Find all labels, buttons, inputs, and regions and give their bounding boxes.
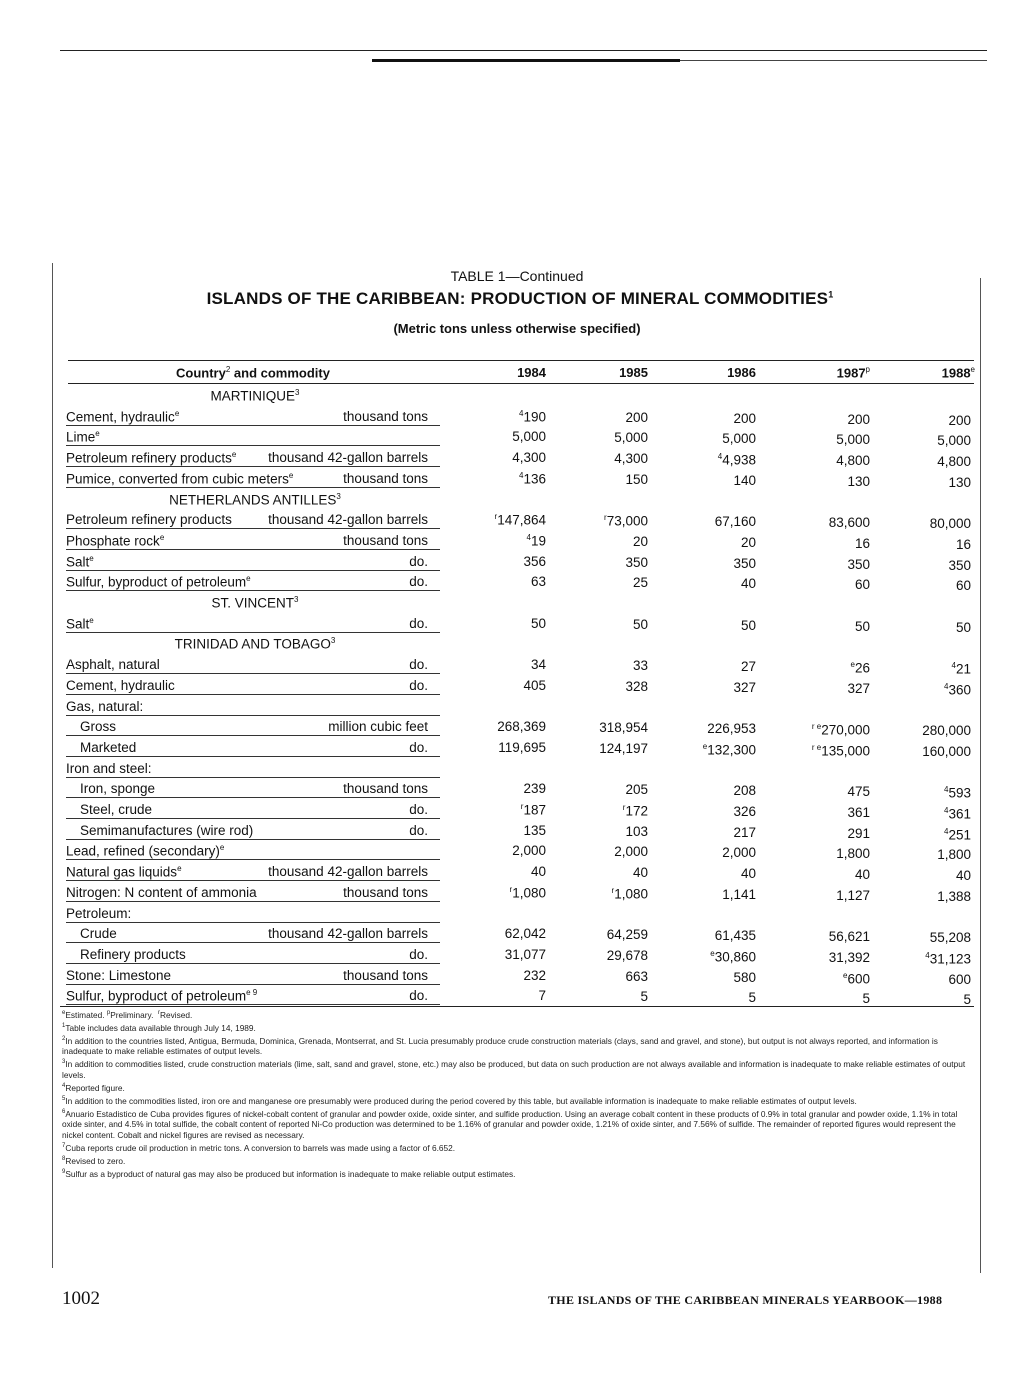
value-cell-1985: 2,000 (614, 844, 648, 860)
value-cell-1986: 140 (733, 472, 756, 488)
value-cell-1985: 103 (625, 823, 648, 839)
unit-label: do. (409, 574, 428, 590)
row-underline (66, 901, 440, 902)
value-cell-1985: 200 (625, 409, 648, 425)
value-cell-1987: $^e$600 (843, 970, 870, 987)
value-cell-1985: 50 (632, 616, 648, 632)
row-underline (66, 942, 440, 943)
value-cell-1988: 40 (955, 868, 971, 884)
value-cell-1986: 5 (748, 990, 756, 1006)
value-cell-1986: 61,435 (714, 928, 756, 944)
value-cell-1985: 5 (640, 989, 648, 1005)
value-cell-1986: 40 (740, 866, 756, 882)
value-cell-1988: 5 (963, 992, 971, 1008)
value-cell-1985: 5,000 (614, 430, 648, 446)
value-cell-1984: 405 (523, 677, 546, 693)
value-cell-1986: 208 (733, 783, 756, 799)
value-cell-1987: 40 (854, 867, 870, 883)
value-cell-1987: 56,621 (828, 929, 870, 945)
footnote-1: $^1$Table includes data available through July 14, 1989. (62, 1022, 256, 1033)
value-cell-1988: 50 (955, 619, 971, 635)
value-cell-1987: 1,127 (836, 887, 870, 903)
value-cell-1986: $^e$132,300 (702, 741, 756, 758)
commodity-label: Steel, crude (80, 802, 153, 817)
value-cell-1988: 160,000 (922, 743, 971, 759)
row-underline (66, 818, 440, 819)
footnote-9: $^9$Sulfur as a byproduct of natural gas may also be produced but information is inadequate to make reliable output estimates. (62, 1168, 516, 1179)
row-underline (66, 425, 440, 426)
unit-label: do. (409, 822, 428, 838)
value-cell-1984: 5,000 (512, 429, 546, 445)
value-cell-1985: 4,300 (614, 451, 648, 467)
column-header-commodity: Country$^2$ and commodity (176, 365, 330, 381)
commodity-label: Phosphate rock$^e$ (66, 532, 165, 549)
footnotes (62, 1008, 970, 1180)
value-cell-1986: 40 (740, 576, 756, 592)
value-cell-1988: 1,800 (937, 847, 971, 863)
value-cell-1985: $^r$1,080 (611, 885, 648, 902)
row-underline (66, 859, 440, 860)
unit-label: thousand tons (343, 967, 428, 983)
value-cell-1984: 239 (523, 781, 546, 797)
row-underline (66, 487, 440, 488)
value-cell-1984: $^4$190 (519, 408, 546, 425)
value-cell-1987: 200 (847, 411, 870, 427)
unit-label: thousand 42-gallon barrels (268, 926, 428, 942)
commodity-label: Refinery products (80, 946, 186, 962)
value-cell-1987: $^{r e}$270,000 (811, 722, 870, 738)
value-cell-1985: 150 (625, 471, 648, 487)
commodity-label: Petroleum refinery products$^e$ (66, 450, 237, 466)
unit-label: do. (409, 802, 428, 817)
value-cell-1988: $^4$31,123 (925, 950, 971, 967)
value-cell-1984: 7 (538, 988, 546, 1004)
value-cell-1985: 328 (625, 678, 648, 694)
value-cell-1985: 40 (632, 865, 648, 881)
unit-label: do. (409, 657, 428, 673)
row-underline (66, 735, 440, 736)
value-cell-1987: 60 (854, 577, 870, 593)
value-cell-1985: 25 (632, 575, 648, 591)
footnote-5: $^5$In addition to the commodities listed, iron ore and manganese ore presumably were produced during the period covered by this table, but available information is inadequate to make reliable estimates of output levels. (62, 1095, 857, 1106)
commodity-label: Marketed (80, 739, 137, 755)
value-cell-1987: 31,392 (828, 949, 870, 965)
row-underline (66, 839, 440, 840)
column-header-1986: 1986 (727, 365, 756, 380)
value-cell-1988: $^4$251 (944, 826, 971, 843)
row-underline (66, 797, 440, 798)
commodity-label: Pumice, converted from cubic meters$^e$ (66, 470, 294, 487)
value-cell-1985: 64,259 (606, 927, 648, 943)
value-cell-1986: 1,141 (722, 886, 756, 902)
value-cell-1988: 60 (955, 578, 971, 594)
commodity-label: Semimanufactures (wire rod) (80, 822, 254, 838)
row-underline (66, 880, 440, 881)
row-underline (66, 632, 440, 633)
column-header-1984: 1984 (517, 365, 546, 380)
row-underline (66, 922, 440, 923)
unit-label: thousand tons (343, 781, 428, 797)
value-cell-1985: 205 (625, 782, 648, 798)
value-cell-1987: 5,000 (836, 432, 870, 448)
value-cell-1984: 268,369 (497, 719, 546, 735)
value-cell-1984: 232 (523, 967, 546, 983)
footnote-3: $^3$In addition to commodities listed, crude construction materials (lime, salt, sand and gravel, stone, etc.) may also be produced, but data on such production are not always available and information is inadequate to make reliable estimates of output levels. (62, 1059, 966, 1081)
value-cell-1984: 62,042 (504, 926, 546, 942)
value-cell-1985: 350 (625, 554, 648, 570)
value-cell-1986: 217 (733, 824, 756, 840)
commodity-label: Sulfur, byproduct of petroleum$^{e 9}$ (66, 988, 258, 1004)
value-cell-1988: 80,000 (929, 516, 971, 532)
section-heading: NETHERLANDS ANTILLES$^3$ (169, 491, 341, 507)
column-header-1985: 1985 (619, 365, 648, 380)
value-cell-1986: 5,000 (722, 431, 756, 447)
unit-label: do. (409, 615, 428, 631)
value-cell-1984: 356 (523, 553, 546, 569)
column-header-1988: 1988e (941, 365, 975, 381)
value-cell-1987: 327 (847, 680, 870, 696)
commodity-label: Iron, sponge (80, 781, 156, 797)
value-cell-1988: $^4$21 (951, 661, 971, 677)
commodity-label: Petroleum: (66, 905, 132, 921)
value-cell-1988: 5,000 (937, 433, 971, 449)
unit-label: thousand tons (343, 884, 428, 900)
value-cell-1987: 361 (847, 805, 870, 820)
commodity-label: Nitrogen: N content of ammonia (66, 884, 257, 900)
value-cell-1988: 1,388 (937, 888, 971, 904)
commodity-label: Cement, hydraulic (66, 677, 175, 693)
value-cell-1984: $^r$1,080 (509, 884, 546, 901)
row-underline (66, 445, 440, 446)
commodity-label: Petroleum refinery products (66, 512, 232, 528)
value-cell-1986: 327 (733, 679, 756, 695)
value-cell-1984: 50 (530, 615, 546, 631)
value-cell-1984: $^r$147,864 (494, 512, 546, 528)
value-cell-1987: 83,600 (828, 515, 870, 531)
value-cell-1985: 29,678 (606, 947, 648, 963)
unit-label: million cubic feet (328, 719, 428, 735)
table-title: ISLANDS OF THE CARIBBEAN: PRODUCTION OF MINERAL COMMODITIES$^1$ (206, 289, 834, 308)
value-cell-1984: 119,695 (498, 739, 546, 755)
commodity-label: Lime$^e$ (66, 429, 100, 445)
unit-label: thousand tons (343, 470, 428, 486)
legend-line: $^e$Estimated. $^p$Preliminary. $^r$Revised. (62, 1009, 193, 1020)
footnote-4: $^4$Reported figure. (62, 1082, 125, 1093)
table-label: TABLE 1—Continued (450, 268, 584, 284)
row-underline (66, 756, 440, 757)
commodity-label: Sulfur, byproduct of petroleum$^e$ (66, 574, 251, 590)
unit-label: do. (409, 677, 428, 693)
value-cell-1986: 20 (740, 534, 756, 550)
value-cell-1986: 326 (733, 804, 756, 819)
value-cell-1987: 4,800 (836, 453, 870, 469)
commodity-label: Gross (80, 719, 117, 735)
value-cell-1984: 4,300 (512, 450, 546, 466)
unit-label: thousand tons (343, 532, 428, 548)
value-cell-1986: $^4$4,938 (717, 452, 756, 468)
value-cell-1986: 2,000 (722, 845, 756, 861)
row-underline (66, 963, 440, 964)
value-cell-1984: 31,077 (504, 946, 546, 962)
value-cell-1984: $^4$136 (519, 470, 546, 487)
row-underline (66, 715, 440, 716)
table-subtitle: (Metric tons unless otherwise specified) (393, 321, 641, 336)
commodity-label: Gas, natural: (66, 698, 144, 714)
value-cell-1985: $^r$73,000 (604, 513, 648, 529)
value-cell-1986: 67,160 (714, 514, 756, 530)
unit-label: do. (409, 739, 428, 755)
unit-label: thousand tons (343, 408, 428, 424)
value-cell-1987: 16 (854, 535, 870, 551)
footnote-2: $^2$In addition to the countries listed, Antigua, Bermuda, Dominica, Grenada, Montserrat, and St. Lucia presumably produce crude construction materials (clays, sand and gravel, and stone), but output is not always reported, and information is inadequate to make reliable estimates of output levels. (62, 1035, 938, 1057)
value-cell-1988: 200 (948, 412, 971, 428)
section-heading: TRINIDAD AND TOBAGO$^3$ (174, 636, 336, 652)
value-cell-1984: $^4$19 (526, 532, 546, 549)
page-number: 1002 (62, 1288, 100, 1309)
table-bottom-rule (60, 1006, 974, 1007)
value-cell-1988: 4,800 (937, 454, 971, 470)
commodity-label: Stone: Limestone (66, 967, 172, 983)
commodity-label: Iron and steel: (66, 760, 152, 776)
unit-label: do. (409, 988, 428, 1004)
value-cell-1985: 663 (625, 968, 648, 984)
value-cell-1988: $^4$361 (944, 806, 971, 822)
value-cell-1984: 135 (523, 822, 546, 838)
value-cell-1987: $^{r e}$135,000 (811, 742, 870, 759)
value-cell-1985: 318,954 (599, 720, 648, 736)
value-cell-1988: 16 (955, 536, 971, 552)
row-underline (66, 528, 440, 529)
footnote-7: $^7$Cuba reports crude oil production in metric tons. A conversion to barrels was made using a factor of 6.652. (62, 1143, 456, 1154)
row-underline (66, 777, 440, 778)
unit-label: do. (409, 946, 428, 962)
unit-label: thousand 42-gallon barrels (268, 450, 428, 466)
commodity-label: Asphalt, natural (66, 657, 160, 673)
value-cell-1988: 600 (948, 971, 971, 987)
value-cell-1986: 580 (733, 969, 756, 985)
value-cell-1988: 280,000 (922, 723, 971, 739)
value-cell-1987: 5 (862, 991, 870, 1007)
value-cell-1987: 50 (854, 618, 870, 634)
row-underline (66, 984, 440, 985)
commodity-label: Natural gas liquids$^e$ (66, 864, 182, 880)
footnote-8: $^8$Revised to zero. (62, 1155, 126, 1166)
value-cell-1985: $^r$172 (622, 803, 648, 819)
value-cell-1984: 40 (530, 864, 546, 880)
value-cell-1987: 475 (847, 784, 870, 800)
value-cell-1984: 2,000 (512, 843, 546, 859)
value-cell-1985: 20 (632, 533, 648, 549)
column-header-1987: 1987$^p$ (836, 365, 870, 381)
value-cell-1988: 350 (948, 557, 971, 573)
value-cell-1984: $^r$187 (520, 802, 546, 818)
unit-label: do. (409, 553, 428, 569)
value-cell-1988: 55,208 (929, 930, 971, 946)
footnote-6: $^6$Anuario Estadistico de Cuba provides figures of nickel-cobalt content of granular and powder oxide, oxide sinter, and sulfide production. Using an average cobalt content in these products of 0.9% in total granular and powder oxide, 1.1% in total oxide sinter, and 4.5% in total sulfide, the cobalt content of reported Ni-Co production was determined to be 1.16% of granular and powder oxide, 1.21% of oxide sinter, and 7.56% of sulfide. The remainder of reported figures would represent the nickel content. Cobalt and nickel figures are revised as necessary. (62, 1108, 958, 1141)
value-cell-1987: 1,800 (836, 846, 870, 862)
value-cell-1986: $^e$30,860 (710, 948, 756, 965)
value-cell-1986: 50 (740, 617, 756, 633)
row-underline (66, 570, 440, 571)
unit-label: thousand 42-gallon barrels (268, 864, 428, 880)
commodity-label: Cement, hydraulic$^e$ (66, 408, 180, 425)
value-cell-1985: 124,197 (599, 740, 648, 756)
commodity-label: Lead, refined (secondary)$^e$ (66, 843, 225, 859)
row-underline (66, 590, 440, 591)
value-cell-1984: 63 (530, 574, 546, 590)
commodity-label: Crude (80, 926, 117, 942)
unit-label: thousand 42-gallon barrels (268, 512, 428, 528)
value-cell-1988: $^4$360 (944, 681, 971, 698)
section-heading: MARTINIQUE$^3$ (210, 388, 300, 404)
commodity-label: Salt$^e$ (66, 615, 94, 632)
commodity-label: Salt$^e$ (66, 553, 94, 570)
value-cell-1986: 350 (733, 555, 756, 571)
row-underline (66, 466, 440, 467)
value-cell-1988: $^4$593 (944, 785, 971, 801)
value-cell-1986: 27 (740, 659, 756, 675)
value-cell-1986: 200 (733, 410, 756, 426)
row-underline (66, 549, 440, 550)
row-underline (66, 673, 440, 674)
value-cell-1984: 34 (530, 657, 546, 673)
running-title: THE ISLANDS OF THE CARIBBEAN MINERALS YEARBOOK—1988 (548, 1293, 943, 1307)
row-underline (66, 694, 440, 695)
value-cell-1986: 226,953 (707, 721, 756, 737)
value-cell-1987: 350 (847, 556, 870, 572)
value-cell-1987: 130 (847, 473, 870, 489)
value-cell-1987: $^e$26 (850, 660, 870, 676)
value-cell-1985: 33 (632, 658, 648, 674)
value-cell-1987: 291 (847, 825, 870, 841)
section-heading: ST. VINCENT$^3$ (211, 595, 299, 611)
value-cell-1988: 130 (948, 474, 971, 490)
